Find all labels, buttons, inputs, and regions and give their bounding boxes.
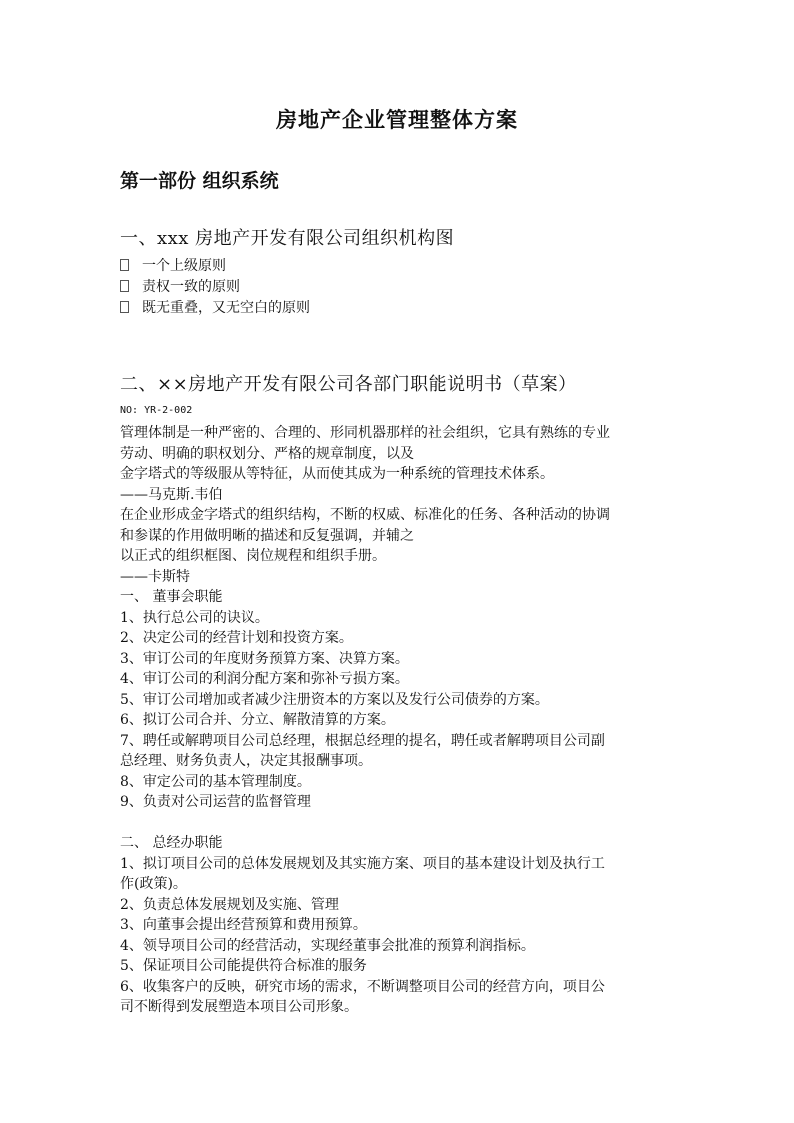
body-line: ——马克斯.韦伯 <box>120 486 223 503</box>
list-item: 一个上级原则 <box>120 256 310 277</box>
body-line: 3、审订公司的年度财务预算方案、决算方案。 <box>120 650 409 667</box>
body-line: 8、审定公司的基本管理制度。 <box>120 773 311 790</box>
list-item: 既无重叠，又无空白的原则 <box>120 298 310 319</box>
body-line: 7、聘任或解聘项目公司总经理，根据总经理的提名，聘任或者解聘项目公司副 <box>120 732 605 749</box>
body-line: 总经理、财务负责人，决定其报酬事项。 <box>120 753 372 769</box>
body-line: 4、领导项目公司的经营活动，实现经董事会批准的预算利润指标。 <box>120 937 535 954</box>
body-line: 和参谋的作用做明晰的描述和反复强调，并辅之 <box>120 527 414 544</box>
body-line: 6、收集客户的反映，研究市场的需求，不断调整项目公司的经营方向，项目公 <box>120 978 605 995</box>
body-line: 劳动、明确的职权划分、严格的规章制度，以及 <box>120 445 414 462</box>
bullet-box-icon <box>120 280 129 292</box>
bullet-box-icon <box>120 301 129 313</box>
body-line: 司不断得到发展塑造本项目公司形象。 <box>120 999 358 1015</box>
body-line: 金字塔式的等级服从等特征，从而使其成为一种系统的管理技术体系。 <box>120 466 554 482</box>
list-item: 责权一致的原则 <box>120 277 310 298</box>
body-line: 4、审订公司的利润分配方案和弥补亏损方案。 <box>120 671 409 687</box>
body-line: 在企业形成金字塔式的组织结构，不断的权威、标准化的任务、各种活动的协调 <box>120 507 610 523</box>
body-line: 5、保证项目公司能提供符合标准的服务 <box>120 958 367 974</box>
blank-line <box>120 813 685 834</box>
body-line: ——卡斯特 <box>120 568 190 585</box>
body-line: 以正式的组织框图、岗位规程和组织手册。 <box>120 548 386 564</box>
body-line: 1、执行总公司的诀议。 <box>120 609 269 626</box>
body-line: 管理体制是一种严密的、合理的、形同机器那样的社会组织，它具有熟练的专业 <box>120 425 610 441</box>
bullet-box-icon <box>120 259 129 271</box>
body-line: 2、负责总体发展规划及实施、管理 <box>120 896 339 913</box>
body-line: 9、负责对公司运营的监督管理 <box>120 794 311 810</box>
part-heading: 第一部份 组织系统 <box>120 170 279 192</box>
principle-list <box>120 256 310 319</box>
body-line: 1、拟订项目公司的总体发展规划及其实施方案、项目的基本建设计划及执行工 <box>120 855 605 872</box>
document-number: NO: YR-2-002 <box>120 405 193 416</box>
body-line: 5、审订公司增加或者减少注册资本的方案以及发行公司债券的方案。 <box>120 691 549 708</box>
body-line: 2、决定公司的经营计划和投资方案。 <box>120 630 353 646</box>
section1-heading: 一、xxx 房地产开发有限公司组织机构图 <box>120 228 455 249</box>
body-line: 3、向董事会提出经营预算和费用预算。 <box>120 917 367 933</box>
section2-heading: 二、××房地产开发有限公司各部门职能说明书（草案） <box>120 374 577 395</box>
section2-body <box>120 423 685 1018</box>
body-line: 二、 总经办职能 <box>120 835 223 851</box>
document-title: 房地产企业管理整体方案 <box>276 107 518 132</box>
body-line: 作(政策)。 <box>120 876 187 892</box>
body-line: 一、 董事会职能 <box>120 589 223 605</box>
body-line: 6、拟订公司合并、分立、解散清算的方案。 <box>120 712 395 728</box>
